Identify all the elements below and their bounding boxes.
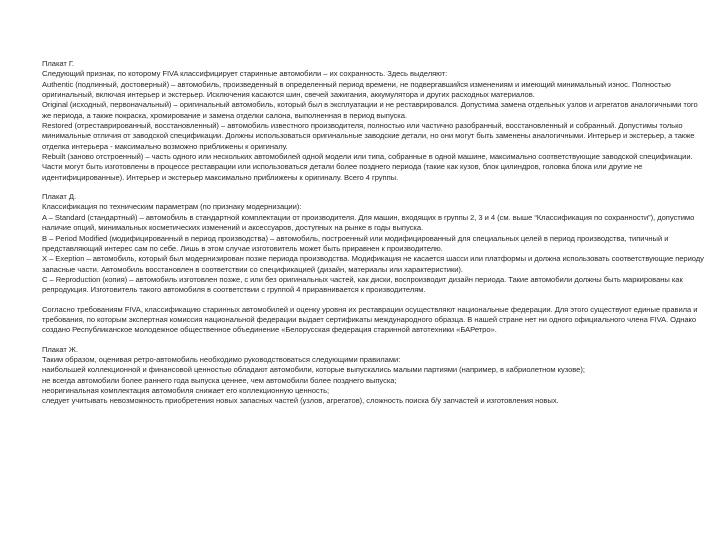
- paragraph: Restored (отреставрированный, восстановленный) – автомобиль известного производителя, полностью или частично разобранный, восстановленный и собранный. Допустимы только минимальные отличия от заводской спецификации. Должны использоваться оригинальные заводские детали, но они могут быть заменены аналогичными. Интерьер и экстерьер, а также отделка интерьера - максимально возможно приближены к оригиналу.: [42, 121, 695, 151]
- paragraph: Rebuilt (заново отстроенный) – часть одного или нескольких автомобилей одной модели или типа, собранные в одной машине, максимально соответствующие заводской спецификации. Части могут быть изготовлены в процессе реставрации или использоваться детали более позднего периода (такие как кузов, блок цилиндров, головка блока или другие не идентифицированные). Интерьер и экстерьер максимально приближены к оригиналу. Всего 4 группы.: [42, 152, 693, 182]
- section-poster-g: [42, 59, 704, 183]
- section-fiva-federation: [42, 305, 704, 336]
- paragraph: следует учитывать невозможность приобретения новых запасных частей (узлов, агрегатов), сложность поиска б/у запчастей и изготовления новых.: [42, 396, 559, 406]
- paragraph: A – Standard (стандартный) – автомобиль в стандартной комплектации от производителя. Для машин, входящих в группы 2, 3 и 4 (см. выше “Классификация по сохранности”), допустимо наличие опций, минимальных косметических изменений и аксессуаров, доступных на рынке в годы выпуска.: [42, 212, 695, 233]
- section-heading: Плакат Ж.: [42, 344, 78, 354]
- document-body: [42, 59, 704, 416]
- paragraph: Согласно требованиям FIVA, классификацию старинных автомобилей и оценку уровня их реставрации осуществляют национальные федерации. Для этого существуют единые правила и требования, по которым экспертная комиссия национальной федерации выдает сертификаты международного образца. В нашей стране нет ни одного официального члена FIVA. Однако создано Республиканское молодежное общественное объединение «Белорусская федерация старинной автотехники «БАРетро».: [42, 304, 698, 335]
- section-heading: Плакат Д.: [42, 192, 77, 202]
- paragraph: Original (исходный, первоначальный) – оригинальный автомобиль, который был в эксплуатации и не реставрировался. Допустима замена отдельных узлов и агрегатов аналогичными того же периода, а также покраска, хромирование и замена отделки салона, выполненная в период выпуска.: [42, 100, 698, 120]
- paragraph: Следующий признак, по которому FIVA классифицирует старинные автомобили – их сохранность. Здесь выделяют:: [42, 69, 448, 79]
- paragraph: Классификация по техническим параметрам (по признаку модернизации):: [42, 202, 302, 212]
- paragraph: B – Period Modified (модифицированный в период производства) – автомобиль, построенный или модифицированный для специальных целей в период производства, типичный и представляющий интерес сам по себе. Лишь в этом случае изготовитель может быть приравнен к производителю.: [42, 233, 669, 253]
- paragraph: C – Reproduction (копия) – автомобиль изготовлен позже, с или без оригинальных частей, как диски, воспроизводит дизайн периода. Такие автомобили должны быть маркированы как репродукция. Изготовитель такого автомобиля в соответствии с группой 4 приравнивается к производителям.: [42, 274, 683, 295]
- section-poster-zh: [42, 345, 704, 407]
- paragraph: Authentic (подлинный, достоверный) – автомобиль, произведенный в определенный период времени, не подвергавшийся изменениям и имеющий минимальный износ. Полностью оригинальный, включая интерьер и экстерьер. Исключения касаются шин, свечей зажигания, аккумулятора и других расходных материалов.: [42, 79, 671, 100]
- paragraph: Таким образом, оценивая ретро-автомобиль необходимо руководствоваться следующими правилами:: [42, 354, 401, 364]
- paragraph: наибольшей коллекционной и финансовой ценностью обладают автомобили, которые выпускались малыми партиями (например, в кабриолетном кузове);: [42, 365, 585, 375]
- section-heading: Плакат Г.: [42, 59, 75, 68]
- paragraph: X – Exeption – автомобиль, который был модернизирован позже периода производства. Модификация не касается шасси или платформы и должна использовать соответствующие периоду запасные части. Автомобиль восстановлен в соответствии со спецификацией (дизайн, материалы или характеристики).: [42, 254, 704, 274]
- section-poster-d: [42, 192, 704, 295]
- paragraph: неоригинальная комплектация автомобиля снижает его коллекционную ценность;: [42, 385, 330, 395]
- paragraph: не всегда автомобили более раннего года выпуска ценнее, чем автомобили более позднего выпуска;: [42, 375, 397, 385]
